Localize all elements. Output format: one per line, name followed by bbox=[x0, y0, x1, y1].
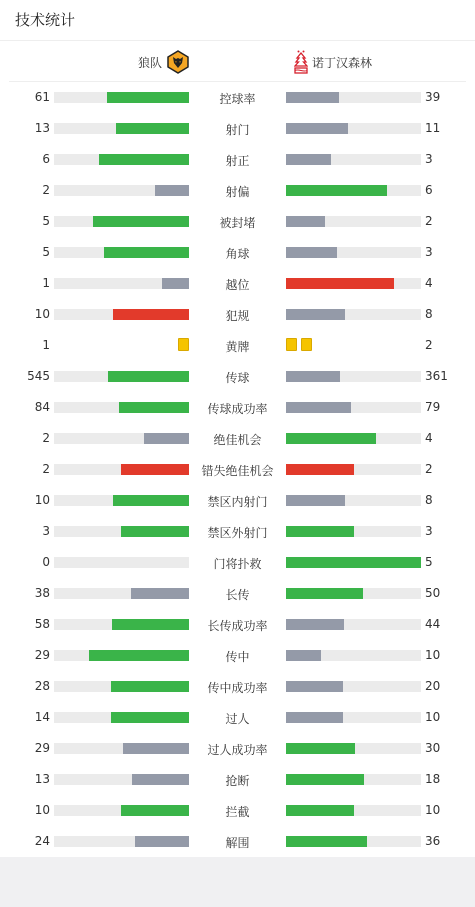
home-stat-bar-track bbox=[54, 371, 189, 382]
away-stat-bar-track bbox=[286, 650, 421, 661]
stat-label: 黄牌 bbox=[225, 340, 250, 354]
away-stat-bar bbox=[286, 526, 354, 537]
stat-row bbox=[0, 82, 475, 113]
home-stat-bar bbox=[135, 836, 189, 847]
stat-label: 拦截 bbox=[225, 805, 250, 819]
home-yellow-cards bbox=[178, 338, 189, 351]
away-stat-bar-track bbox=[286, 185, 421, 196]
away-stat-bar bbox=[286, 836, 367, 847]
home-stat-value: 58 bbox=[34, 617, 50, 631]
home-stat-value: 84 bbox=[34, 400, 50, 414]
home-stat-bar bbox=[108, 371, 189, 382]
away-stat-bar bbox=[286, 309, 345, 320]
away-stat-value: 44 bbox=[425, 617, 441, 631]
away-stat-value: 30 bbox=[425, 741, 441, 755]
away-stat-bar bbox=[286, 185, 387, 196]
home-stat-bar bbox=[121, 464, 189, 475]
away-stat-bar-track bbox=[286, 681, 421, 692]
away-stat-value: 10 bbox=[425, 803, 441, 817]
home-stat-value: 5 bbox=[42, 214, 50, 228]
away-stat-bar bbox=[286, 123, 348, 134]
stat-row bbox=[0, 206, 475, 237]
away-stat-bar bbox=[286, 681, 343, 692]
home-stat-bar-track bbox=[54, 402, 189, 413]
forest-logo-icon bbox=[294, 50, 308, 74]
home-stat-bar bbox=[121, 526, 189, 537]
away-stat-bar-track bbox=[286, 464, 421, 475]
home-stat-bar-track bbox=[54, 712, 189, 723]
stat-row bbox=[0, 702, 475, 733]
away-stat-value: 6 bbox=[425, 183, 433, 197]
away-team[interactable] bbox=[294, 50, 372, 74]
away-stat-bar bbox=[286, 464, 354, 475]
home-stat-value: 1 bbox=[42, 338, 50, 352]
away-stat-bar bbox=[286, 619, 344, 630]
home-stat-value: 13 bbox=[34, 772, 50, 786]
stat-label: 传球 bbox=[225, 371, 250, 385]
teams-header bbox=[9, 41, 466, 82]
away-stat-value: 3 bbox=[425, 152, 433, 166]
home-stat-bar-track bbox=[54, 433, 189, 444]
away-stat-bar bbox=[286, 557, 421, 568]
stat-label: 门将扑救 bbox=[213, 557, 262, 571]
home-stat-value: 13 bbox=[34, 121, 50, 135]
home-stat-bar-track bbox=[54, 588, 189, 599]
away-stat-bar bbox=[286, 433, 376, 444]
home-stat-value: 6 bbox=[42, 152, 50, 166]
stat-label: 犯规 bbox=[225, 309, 250, 323]
home-stat-value: 545 bbox=[27, 369, 50, 383]
away-stat-value: 11 bbox=[425, 121, 441, 135]
stat-row bbox=[0, 392, 475, 423]
yellow-card-icon bbox=[286, 338, 297, 351]
home-stat-bar-track bbox=[54, 123, 189, 134]
away-stat-bar-track bbox=[286, 433, 421, 444]
stat-row bbox=[0, 671, 475, 702]
away-stat-bar bbox=[286, 743, 355, 754]
away-stat-value: 2 bbox=[425, 462, 433, 476]
away-stat-bar-track bbox=[286, 526, 421, 537]
stat-row bbox=[0, 733, 475, 764]
away-stat-bar bbox=[286, 650, 321, 661]
home-team[interactable] bbox=[138, 50, 190, 74]
home-stat-value: 3 bbox=[42, 524, 50, 538]
away-stat-value: 10 bbox=[425, 710, 441, 724]
away-stat-bar bbox=[286, 92, 339, 103]
home-stat-bar bbox=[93, 216, 189, 227]
home-stat-bar bbox=[113, 309, 189, 320]
yellow-card-icon bbox=[301, 338, 312, 351]
stat-row bbox=[0, 795, 475, 826]
home-stat-bar bbox=[104, 247, 189, 258]
stat-row bbox=[0, 640, 475, 671]
home-stat-bar-track bbox=[54, 557, 189, 568]
home-stat-bar-track bbox=[54, 247, 189, 258]
home-stat-value: 14 bbox=[34, 710, 50, 724]
page-title: 技术统计 bbox=[0, 0, 475, 41]
home-stat-bar-track bbox=[54, 309, 189, 320]
home-stat-bar bbox=[111, 681, 189, 692]
home-stat-bar bbox=[155, 185, 189, 196]
away-stat-bar bbox=[286, 278, 394, 289]
away-stat-value: 5 bbox=[425, 555, 433, 569]
away-team-name: 诺丁汉森林 bbox=[312, 55, 373, 70]
stat-row bbox=[0, 361, 475, 392]
away-yellow-cards bbox=[286, 338, 312, 351]
home-stat-bar-track bbox=[54, 743, 189, 754]
home-stat-bar-track bbox=[54, 619, 189, 630]
away-stat-bar-track bbox=[286, 495, 421, 506]
away-stat-bar-track bbox=[286, 774, 421, 785]
stat-row bbox=[0, 299, 475, 330]
away-stat-bar bbox=[286, 402, 351, 413]
home-stat-value: 10 bbox=[34, 307, 50, 321]
stat-label: 抢断 bbox=[225, 774, 250, 788]
home-stat-value: 24 bbox=[34, 834, 50, 848]
home-stat-bar-track bbox=[54, 836, 189, 847]
home-stat-bar bbox=[89, 650, 189, 661]
away-stat-bar-track bbox=[286, 557, 421, 568]
away-stat-value: 361 bbox=[425, 369, 448, 383]
home-stat-bar-track bbox=[54, 92, 189, 103]
away-stat-value: 2 bbox=[425, 214, 433, 228]
stat-label: 角球 bbox=[225, 247, 250, 261]
stat-row bbox=[0, 516, 475, 547]
home-stat-bar bbox=[132, 774, 189, 785]
away-stat-bar bbox=[286, 712, 343, 723]
home-stat-bar-track bbox=[54, 185, 189, 196]
stat-label: 过人 bbox=[225, 712, 250, 726]
stat-label: 传中成功率 bbox=[207, 681, 268, 695]
stat-row bbox=[0, 423, 475, 454]
home-stat-bar bbox=[123, 743, 189, 754]
stat-row bbox=[0, 113, 475, 144]
stat-row bbox=[0, 609, 475, 640]
home-stat-value: 0 bbox=[42, 555, 50, 569]
away-stat-value: 18 bbox=[425, 772, 441, 786]
away-stat-bar-track bbox=[286, 619, 421, 630]
away-stat-bar bbox=[286, 247, 337, 258]
home-stat-bar-track bbox=[54, 681, 189, 692]
home-stat-value: 5 bbox=[42, 245, 50, 259]
away-stat-value: 4 bbox=[425, 431, 433, 445]
stat-row bbox=[0, 578, 475, 609]
away-stat-bar bbox=[286, 216, 325, 227]
home-stat-value: 38 bbox=[34, 586, 50, 600]
away-stat-bar-track bbox=[286, 278, 421, 289]
stat-label: 传球成功率 bbox=[207, 402, 268, 416]
home-stat-bar-track bbox=[54, 774, 189, 785]
away-stat-bar bbox=[286, 371, 340, 382]
home-stat-bar bbox=[121, 805, 189, 816]
home-stat-bar bbox=[144, 433, 189, 444]
stat-label: 控球率 bbox=[219, 92, 256, 106]
home-stat-bar-track bbox=[54, 154, 189, 165]
yellow-card-icon bbox=[178, 338, 189, 351]
away-stat-value: 39 bbox=[425, 90, 441, 104]
away-stat-value: 3 bbox=[425, 245, 433, 259]
home-stat-value: 29 bbox=[34, 648, 50, 662]
away-stat-bar bbox=[286, 495, 345, 506]
stat-row bbox=[0, 454, 475, 485]
away-stat-value: 36 bbox=[425, 834, 441, 848]
away-stat-bar-track bbox=[286, 216, 421, 227]
away-stat-value: 8 bbox=[425, 307, 433, 321]
away-stat-value: 4 bbox=[425, 276, 433, 290]
away-stat-value: 3 bbox=[425, 524, 433, 538]
stat-row bbox=[0, 144, 475, 175]
stat-label: 长传 bbox=[225, 588, 250, 602]
away-stat-bar-track bbox=[286, 712, 421, 723]
stat-label: 射门 bbox=[225, 123, 250, 137]
home-stat-bar-track bbox=[54, 526, 189, 537]
away-stat-bar-track bbox=[286, 836, 421, 847]
stat-label: 禁区内射门 bbox=[207, 495, 268, 509]
home-stat-bar bbox=[116, 123, 189, 134]
home-stat-bar bbox=[131, 588, 189, 599]
away-stat-bar bbox=[286, 154, 331, 165]
away-stat-bar-track bbox=[286, 371, 421, 382]
home-stat-value: 61 bbox=[34, 90, 50, 104]
away-stat-bar-track bbox=[286, 247, 421, 258]
stat-row bbox=[0, 826, 475, 857]
home-stat-value: 1 bbox=[42, 276, 50, 290]
home-stat-bar bbox=[162, 278, 189, 289]
home-stat-bar-track bbox=[54, 495, 189, 506]
wolves-logo-icon bbox=[166, 50, 190, 74]
stat-row bbox=[0, 268, 475, 299]
away-stat-value: 10 bbox=[425, 648, 441, 662]
home-stat-bar bbox=[113, 495, 189, 506]
away-stat-bar-track bbox=[286, 92, 421, 103]
home-stat-value: 10 bbox=[34, 803, 50, 817]
home-stat-bar bbox=[107, 92, 189, 103]
away-stat-value: 20 bbox=[425, 679, 441, 693]
away-stat-value: 2 bbox=[425, 338, 433, 352]
stat-row bbox=[0, 175, 475, 206]
stat-label: 越位 bbox=[225, 278, 250, 292]
stat-row bbox=[0, 485, 475, 516]
home-stat-value: 10 bbox=[34, 493, 50, 507]
stat-row bbox=[0, 547, 475, 578]
home-stat-value: 29 bbox=[34, 741, 50, 755]
away-stat-bar bbox=[286, 774, 364, 785]
home-stat-value: 2 bbox=[42, 462, 50, 476]
away-stat-value: 8 bbox=[425, 493, 433, 507]
stat-label: 绝佳机会 bbox=[213, 433, 262, 447]
away-stat-bar-track bbox=[286, 402, 421, 413]
home-stat-value: 2 bbox=[42, 431, 50, 445]
stat-label: 射正 bbox=[225, 154, 250, 168]
away-stat-bar-track bbox=[286, 309, 421, 320]
stat-label: 射偏 bbox=[225, 185, 250, 199]
away-stat-bar-track bbox=[286, 743, 421, 754]
away-stat-bar-track bbox=[286, 805, 421, 816]
away-stat-bar-track bbox=[286, 154, 421, 165]
home-stat-bar bbox=[112, 619, 189, 630]
stat-label: 传中 bbox=[225, 650, 250, 664]
away-stat-value: 79 bbox=[425, 400, 441, 414]
home-stat-bar-track bbox=[54, 650, 189, 661]
stats-list bbox=[0, 82, 475, 857]
home-stat-bar-track bbox=[54, 464, 189, 475]
away-stat-bar bbox=[286, 805, 354, 816]
stat-label: 错失绝佳机会 bbox=[201, 464, 274, 478]
away-stat-bar bbox=[286, 588, 363, 599]
home-stat-bar bbox=[111, 712, 189, 723]
stat-label: 禁区外射门 bbox=[207, 526, 268, 540]
stat-row bbox=[0, 237, 475, 268]
home-stat-value: 28 bbox=[34, 679, 50, 693]
stat-row bbox=[0, 330, 475, 361]
stat-row bbox=[0, 764, 475, 795]
away-stat-bar-track bbox=[286, 123, 421, 134]
home-stat-bar-track bbox=[54, 216, 189, 227]
home-stat-bar-track bbox=[54, 805, 189, 816]
home-team-name: 狼队 bbox=[137, 55, 162, 70]
stat-label: 长传成功率 bbox=[207, 619, 268, 633]
home-stat-bar bbox=[119, 402, 189, 413]
away-stat-bar-track bbox=[286, 588, 421, 599]
home-stat-bar bbox=[99, 154, 189, 165]
home-stat-bar-track bbox=[54, 278, 189, 289]
stat-label: 被封堵 bbox=[219, 216, 256, 230]
away-stat-value: 50 bbox=[425, 586, 441, 600]
stat-label: 解围 bbox=[225, 836, 250, 850]
home-stat-value: 2 bbox=[42, 183, 50, 197]
stat-label: 过人成功率 bbox=[207, 743, 268, 757]
